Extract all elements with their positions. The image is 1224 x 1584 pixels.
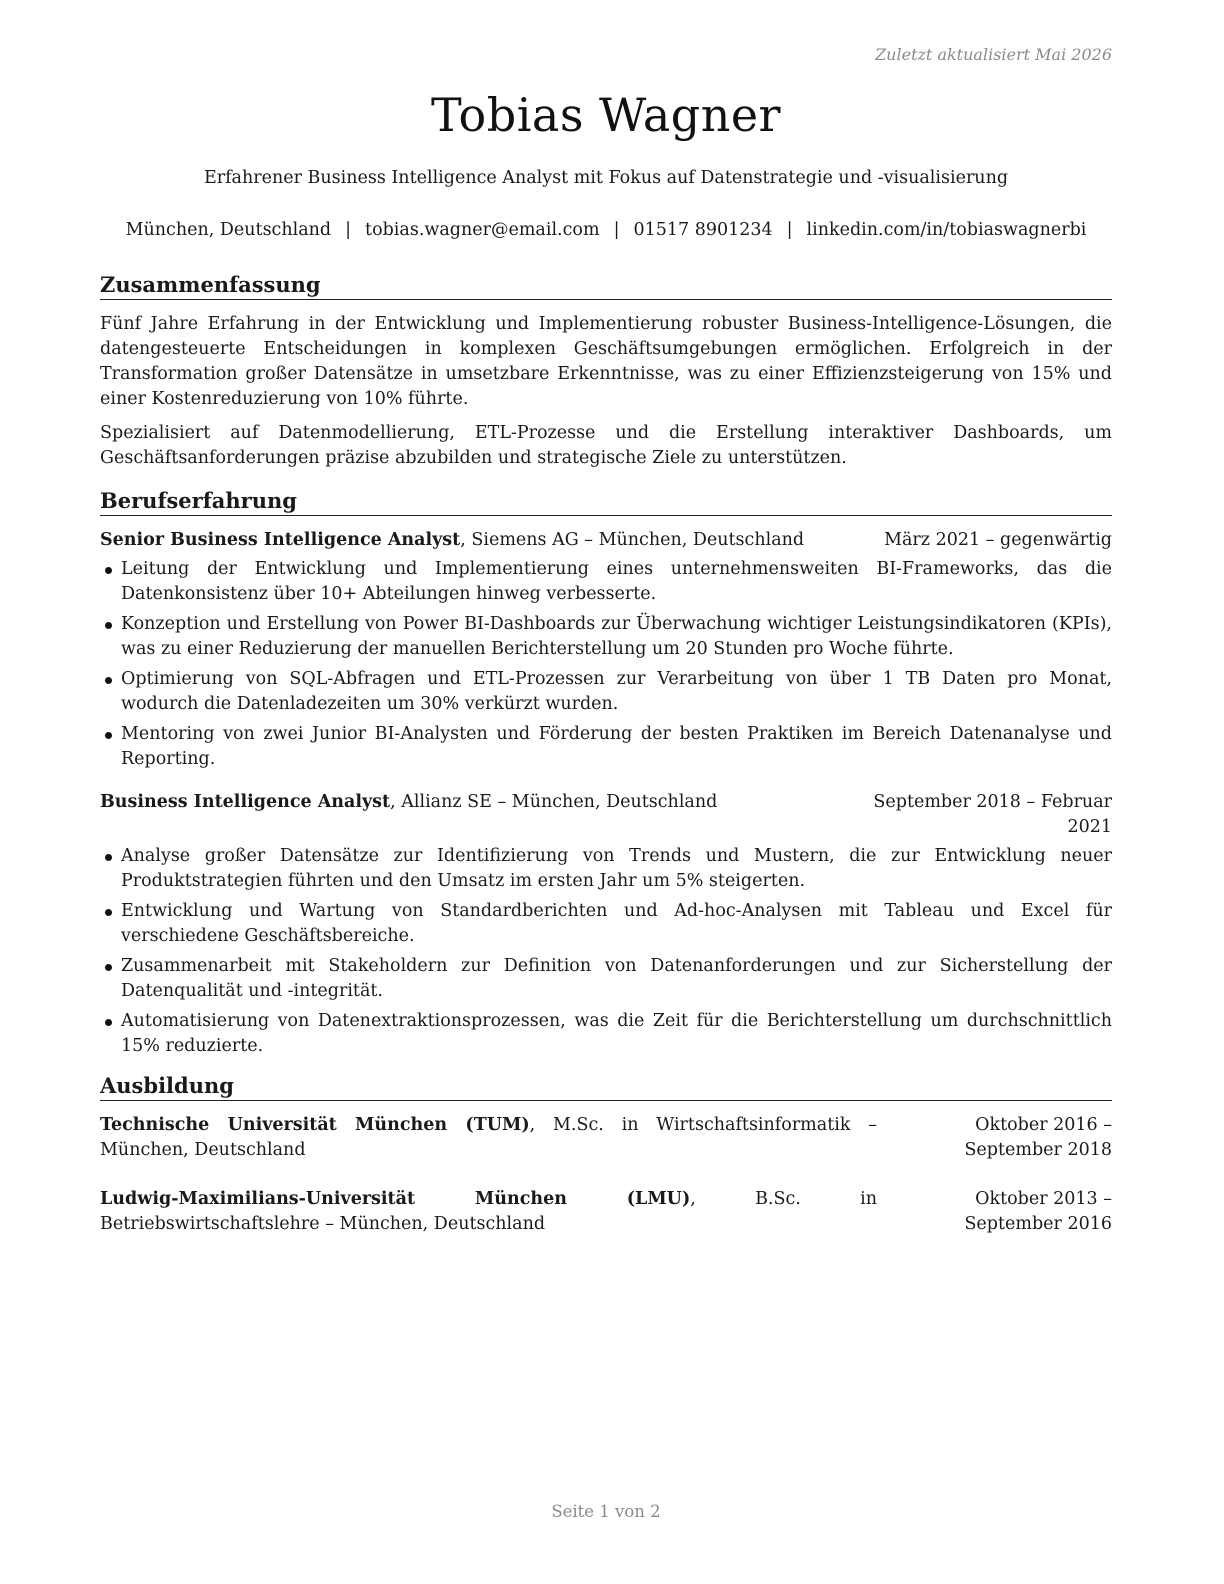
summary-paragraph: Spezialisiert auf Datenmodellierung, ETL-Prozesse und die Erstellung interaktiver Dashboards, um Geschäftsanforderungen präzise abzubilden und strategische Ziele zu unterstützen. [100,423,1112,468]
education-dates: Oktober 2016 – September 2018 [964,1115,1112,1160]
summary-heading: Zusammenfassung [100,271,1112,300]
contact-linkedin[interactable]: linkedin.com/in/tobiaswagnerbi [806,220,1087,240]
list-item: Mentoring von zwei Junior BI-Analysten und Förderung der besten Praktiken im Bereich Datenanalyse und Reporting. [100,722,1112,772]
list-item: Entwicklung und Wartung von Standardberichten und Ad-hoc-Analysen mit Tableau und Excel für verschiedene Geschäftsbereiche. [100,899,1112,949]
job-title-line [100,528,884,553]
list-item: Analyse großer Datensätze zur Identifizierung von Trends und Mustern, die zur Entwicklung neuer Produktstrategien führten und den Umsatz im ersten Jahr um 5% steigerten. [100,844,1112,894]
job-header [100,528,1112,553]
job-header [100,790,1112,840]
education-dates: Oktober 2013 – September 2016 [964,1189,1112,1234]
education-school-line [100,1187,877,1237]
contact-location: München, Deutschland [125,220,332,240]
contact-separator: | [613,220,620,240]
tagline: Erfahrener Business Intelligence Analyst mit Fokus auf Datenstrategie und -visualisierung [203,168,1009,188]
candidate-name: Tobias Wagner [430,88,782,142]
job-bullets [100,844,1112,1059]
last-updated: Zuletzt aktualisiert Mai 2026 [875,45,1112,64]
job-bullets [100,557,1112,772]
job-company: , Allianz SE – München, Deutschland [390,792,718,812]
education-detail: , M.Sc. in Wirtschaftsinformatik – München, Deutschland [100,1115,877,1160]
resume-page [100,0,1112,1584]
job-entry [100,528,1112,772]
education-detail: , B.Sc. in Betriebswirtschaftslehre – München, Deutschland [100,1189,877,1234]
contact-line [100,220,1112,240]
education-entry [100,1187,1112,1237]
contact-separator: | [345,220,352,240]
education-school: Ludwig-Maximilians-Universität München (LMU) [100,1189,691,1209]
education-section [100,1072,1112,1237]
job-dates: März 2021 – gegenwärtig [884,530,1112,550]
list-item: Automatisierung von Datenextraktionsprozessen, was die Zeit für die Berichterstellung um durchschnittlich 15% reduzierte. [100,1009,1112,1059]
summary-paragraph: Fünf Jahre Erfahrung in der Entwicklung und Implementierung robuster Business-Intelligence-Lösungen, die datengesteuerte Entscheidungen in komplexen Geschäftsumgebungen ermöglichen. Erfolgreich in der Transformation großer Datensätze in umsetzbare Erkenntnisse, was zu einer Effizienzsteigerung von 15% und einer Kostenreduzierung von 10% führte. [100,314,1112,409]
contact-separator: | [786,220,793,240]
experience-section [100,487,1112,1059]
job-dates: September 2018 – Februar 2021 [873,792,1112,837]
education-entry [100,1113,1112,1163]
resume-content [100,271,1112,1237]
contact-email[interactable]: tobias.wagner@email.com [365,220,600,240]
list-item: Konzeption und Erstellung von Power BI-Dashboards zur Überwachung wichtiger Leistungsindikatoren (KPIs), was zu einer Reduzierung der manuellen Berichterstellung um 20 Stunden pro Woche führte. [100,612,1112,662]
education-school: Technische Universität München (TUM) [100,1115,530,1135]
job-title: Senior Business Intelligence Analyst [100,530,461,550]
list-item: Zusammenarbeit mit Stakeholdern zur Definition von Datenanforderungen und zur Sicherstellung der Datenqualität und -integrität. [100,954,1112,1004]
job-title-line [100,790,872,815]
page-number: Seite 1 von 2 [551,1502,661,1521]
job-title: Business Intelligence Analyst [100,792,391,812]
education-heading: Ausbildung [100,1072,1112,1101]
summary-section [100,271,1112,471]
contact-phone[interactable]: 01517 8901234 [633,220,773,240]
list-item: Leitung der Entwicklung und Implementierung eines unternehmensweiten BI-Frameworks, das die Datenkonsistenz über 10+ Abteilungen hinweg verbesserte. [100,557,1112,607]
job-company: , Siemens AG – München, Deutschland [460,530,805,550]
list-item: Optimierung von SQL-Abfragen und ETL-Prozessen zur Verarbeitung von über 1 TB Daten pro Monat, wodurch die Datenladezeiten um 30% verkürzt wurden. [100,667,1112,717]
experience-heading: Berufserfahrung [100,487,1112,516]
job-entry [100,790,1112,1059]
education-school-line [100,1113,877,1163]
